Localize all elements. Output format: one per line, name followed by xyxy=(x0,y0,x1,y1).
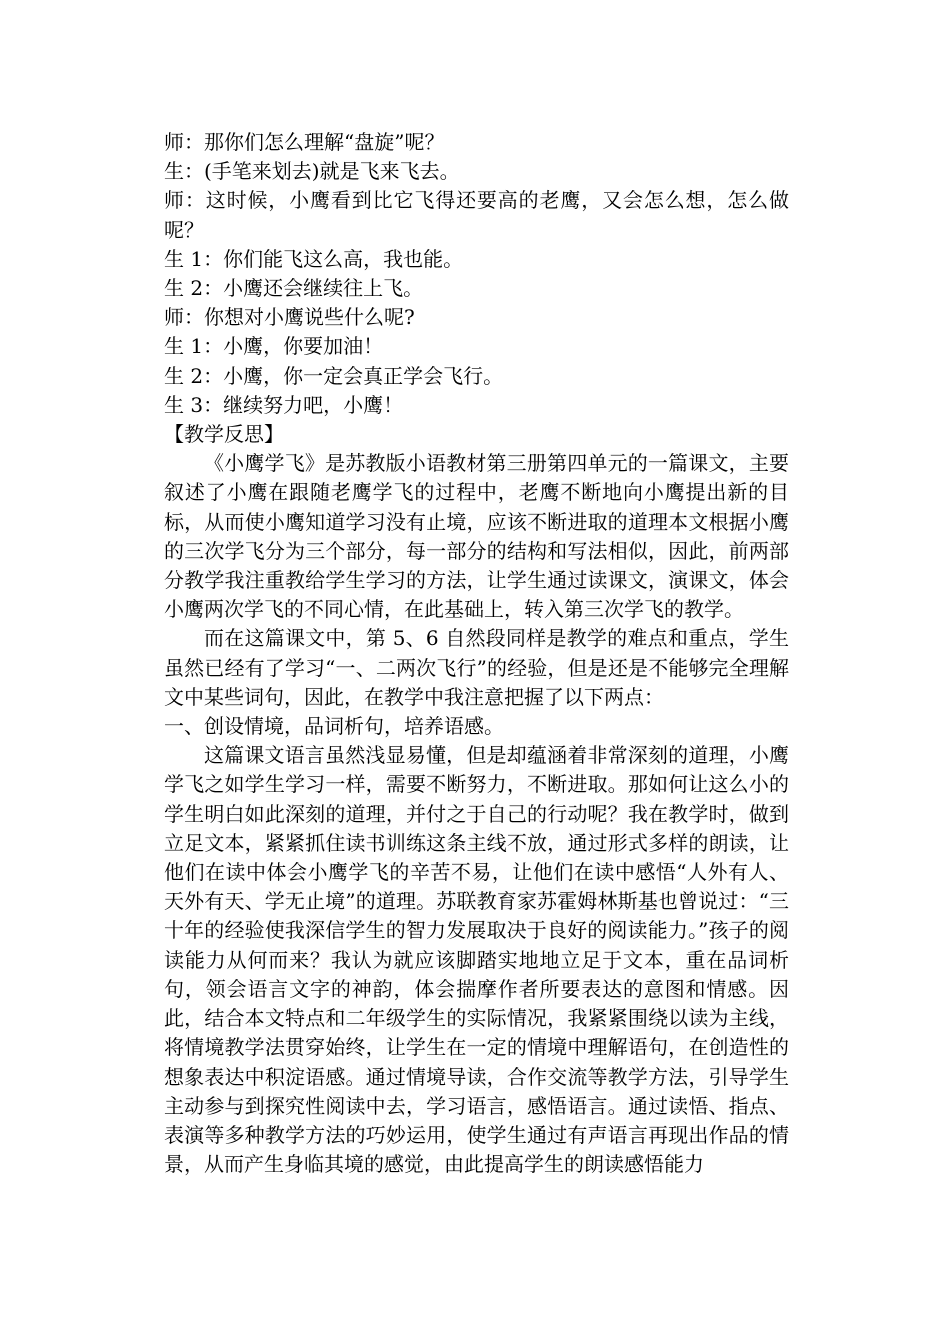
section-heading: 【教学反思】 xyxy=(164,422,284,447)
dialogue-line: 师：那你们怎么理解“盘旋”呢？ xyxy=(164,130,445,154)
dialogue-line: 生 2：小鹰，你一定会真正学会飞行。 xyxy=(164,363,504,388)
dialogue-line: 生 1：你们能飞这么高，我也能。 xyxy=(164,246,464,271)
dialogue-line: 生：(手笔来划去)就是飞来飞去。 xyxy=(164,159,460,184)
dialogue-line: 师：你想对小鹰说些什么呢? xyxy=(164,305,415,330)
document-page xyxy=(164,128,789,1179)
paragraph-reflection: 这篇课文语言虽然浅显易懂，但是却蕴涵着非常深刻的道理，小鹰学飞之如学生学习一样，需要不断努力，不断进取。那如何让这么小的学生明白如此深刻的道理，并付之于自己的行动呢？我在教学时，做到立足文本，紧紧抓住读书训练这条主线不放，通过形式多样的朗读，让他们在读中体会小鹰学飞的辛苦不易，让他们在读中感悟“人外有人、天外有天、学无止境”的道理。苏联教育家苏霍姆林斯基也曾说过：“三十年的经验使我深信学生的智力发展取决于良好的阅读能力。”孩子的阅读能力从何而来？我认为就应该脚踏实地地立足于文本，重在品词析句，领会语言文字的神韵，体会揣摩作者所要表达的意图和情感。因此，结合本文特点和二年级学生的实际情况，我紧紧围绕以读为主线，将情境教学法贯穿始终，让学生在一定的情境中理解语句，在创造性的想象表达中积淀语感。通过情境导读，合作交流等教学方法，引导学生主动参与到探究性阅读中去，学习语言，感悟语言。通过读悟、指点、表演等多种教学方法的巧妙运用，使学生通过有声语言再现出作品的情景，从而产生身临其境的感觉，由此提高学生的朗读感悟能力 xyxy=(164,743,789,1177)
paragraph-intro: 《小鹰学飞》是苏教版小语教材第三册第四单元的一篇课文，主要叙述了小鹰在跟随老鹰学飞的过程中，老鹰不断地向小鹰提出新的目标，从而使小鹰知道学习没有止境，应该不断进取的道理本文根据小鹰的三次学飞分为三个部分，每一部分的结构和写法相似，因此，前两部分教学我注重教给学生学习的方法，让学生通过读课文，演课文，体会小鹰两次学飞的不同心情，在此基础上，转入第三次学飞的教学。 xyxy=(164,451,789,622)
paragraph-focus: 而在这篇课文中，第 5、6 自然段同样是教学的难点和重点，学生虽然已经有了学习“一、二两次飞行”的经验，但是还是不能够完全理解文中某些词句，因此，在教学中我注意把握了以下两点： xyxy=(164,626,789,709)
point-heading: 一、创设情境，品词析句，培养语感。 xyxy=(164,714,504,739)
dialogue-line: 师：这时候，小鹰看到比它飞得还要高的老鹰，又会怎么想，怎么做呢？ xyxy=(164,188,789,242)
dialogue-line: 生 2：小鹰还会继续往上飞。 xyxy=(164,276,424,301)
dialogue-line: 生 1：小鹰，你要加油！ xyxy=(164,334,384,359)
dialogue-line: 生 3：继续努力吧，小鹰！ xyxy=(164,392,404,417)
